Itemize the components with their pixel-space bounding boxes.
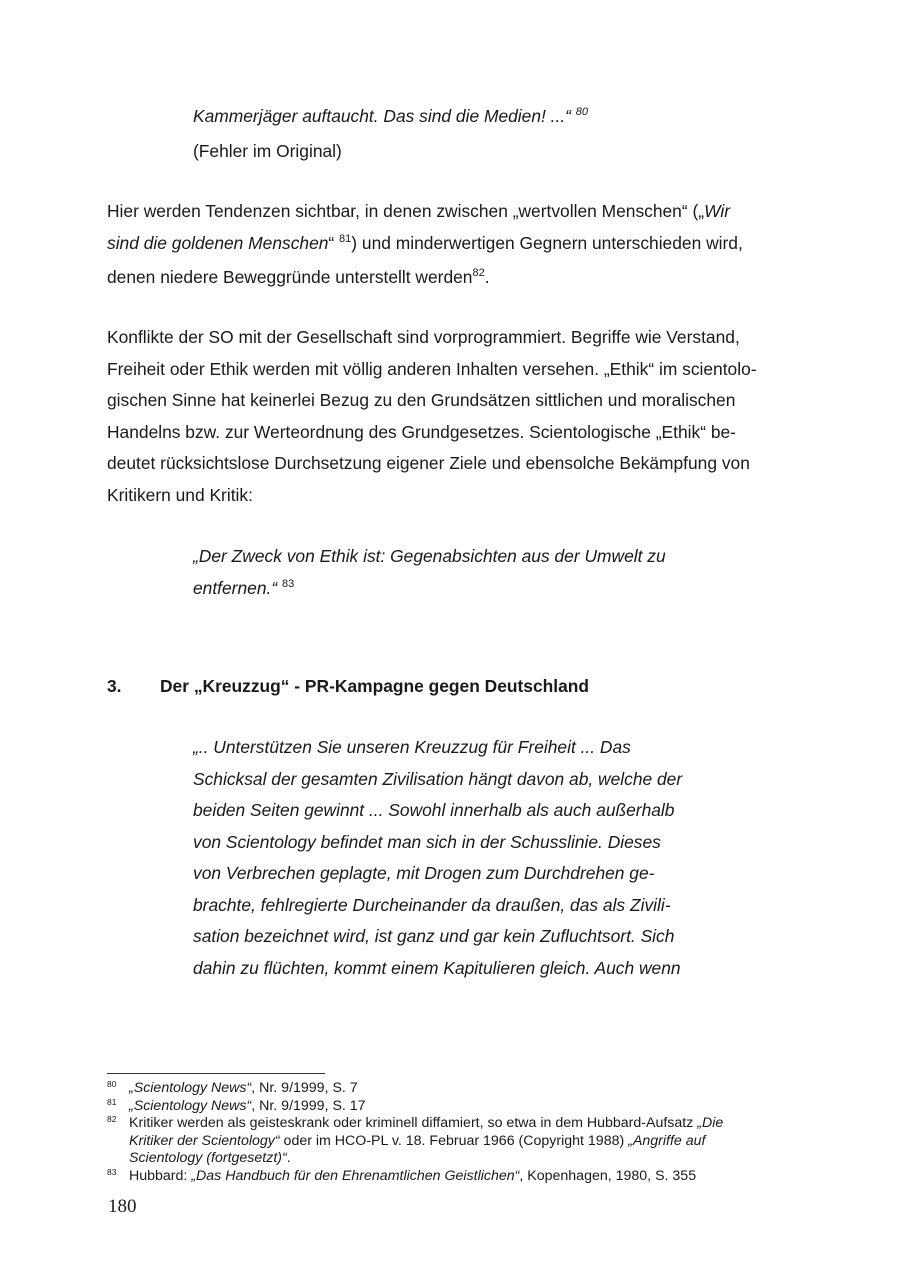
footnote-ref-82[interactable]: 82 [472, 267, 485, 279]
quote-line [193, 573, 666, 608]
footnotes [107, 1080, 723, 1186]
footnote-line [129, 1115, 723, 1133]
footnote-title: „Angriffe auf [628, 1132, 706, 1149]
paragraph-line [107, 262, 743, 297]
quote-line: brachte, fehlregierte Durcheinander da draußen, das als Zivili- [193, 894, 671, 915]
text-span-italic: sind die goldenen Menschen [107, 232, 329, 253]
footnote-82 [107, 1115, 723, 1168]
footnote-80 [107, 1080, 723, 1098]
quote-line: beiden Seiten gewinnt ... Sowohl innerhalb als auch außerhalb [193, 800, 675, 820]
paragraph-line [107, 228, 743, 263]
quote-text: Kammerjäger auftaucht. Das sind die Medien! ...“ [193, 106, 571, 126]
paragraph-line [107, 196, 743, 228]
paragraph-line: Freiheit oder Ethik werden mit völlig anderen Inhalten versehen. „Ethik“ im scientolo- [107, 358, 757, 379]
text-span-italic: Wir [704, 201, 730, 221]
quote-line: dahin zu flüchten, kommt einem Kapitulieren gleich. Auch wenn [193, 957, 681, 978]
paragraph-line: Handelns bzw. zur Werteordnung des Grundgesetzes. Scientologische „Ethik“ be- [107, 421, 736, 442]
footnote-text: oder im HCO-PL v. 18. Februar 1966 (Copyright 1988) [279, 1132, 629, 1149]
footnote-number: 81 [107, 1096, 117, 1107]
footnote-text: , Kopenhagen, 1980, S. 355 [519, 1167, 697, 1184]
footnote-number: 82 [107, 1114, 117, 1125]
footnote-title: „Das Handbuch für den Ehrenamtlichen Geistlichen“ [191, 1167, 520, 1184]
paragraph-line: deutet rücksichtslose Durchsetzung eigener Ziele und ebensolche Bekämpfung von [107, 453, 750, 473]
paragraph-konflikte [107, 322, 757, 511]
paragraph-line: Konflikte der SO mit der Gesellschaft sind vorprogrammiert. Begriffe wie Verstand, [107, 327, 740, 347]
section-title: Der „Kreuzzug“ - PR-Kampagne gegen Deutschland [160, 676, 590, 696]
paragraph-line: gischen Sinne hat keinerlei Bezug zu den Grundsätzen sittlichen und moralischen [107, 390, 736, 410]
footnote-ref-83[interactable]: 83 [281, 577, 295, 590]
quote-fehler-block [193, 101, 588, 167]
quote-line: von Verbrechen geplagte, mit Drogen zum Durchdrehen ge- [193, 863, 655, 883]
quote-note: (Fehler im Original) [193, 140, 342, 161]
footnote-81 [107, 1098, 723, 1116]
quote-line: „Der Zweck von Ethik ist: Gegenabsichten aus der Umwelt zu [193, 546, 666, 566]
footnote-text: . [286, 1150, 291, 1167]
quote-line: sation bezeichnet wird, ist ganz und gar kein Zufluchtsort. Sich [193, 926, 675, 946]
quote-line: „.. Unterstützen Sie unseren Kreuzzug für Freiheit ... Das [193, 737, 631, 757]
section-number: 3. [107, 676, 122, 696]
footnote-ref-81[interactable]: 81 [339, 232, 352, 245]
text-span: ) und minderwertigen Gegnern unterschieden wird, [351, 232, 743, 253]
footnote-title: „Die [697, 1115, 724, 1132]
footnote-separator [107, 1073, 325, 1074]
section-heading [107, 672, 589, 700]
footnote-text: , Nr. 9/1999, S. 7 [251, 1080, 358, 1096]
footnote-text: , Nr. 9/1999, S. 17 [251, 1097, 366, 1114]
footnote-title: Scientology (fortgesetzt)“ [129, 1150, 287, 1167]
quote-line: von Scientology befindet man sich in der Schusslinie. Dieses [193, 831, 661, 852]
footnote-line [129, 1133, 723, 1151]
text-span: denen niedere Beweggründe unterstellt werden [107, 267, 473, 287]
footnote-number: 80 [107, 1079, 117, 1089]
footnote-title: Kritiker der Scientology“ [129, 1132, 280, 1149]
footnote-ref-80[interactable]: 80 [575, 106, 589, 118]
footnote-text: Kritiker werden als geisteskrank oder kriminell diffamiert, so etwa in dem Hubbard-Aufsatz [129, 1115, 698, 1132]
paragraph-line: Kritikern und Kritik: [107, 484, 253, 505]
footnote-title: „Scientology News“ [129, 1080, 252, 1096]
quote-line: Schicksal der gesamten Zivilisation hängt davon ab, welche der [193, 768, 683, 789]
text-span: “ [328, 232, 340, 253]
paragraph-tendenzen [107, 196, 743, 297]
footnote-text: Hubbard: [129, 1167, 192, 1184]
quote-line [193, 101, 588, 136]
quote-kreuzzug [193, 732, 682, 984]
quote-text: entfernen.“ [193, 577, 278, 598]
footnote-line [129, 1150, 723, 1168]
footnote-title: „Scientology News“ [129, 1097, 252, 1114]
footnote-83 [107, 1168, 723, 1186]
quote-ethik [193, 541, 666, 607]
page-number: 180 [108, 1196, 137, 1217]
text-span: . [484, 267, 490, 287]
footnote-number: 83 [107, 1166, 117, 1177]
text-span: Hier werden Tendenzen sichtbar, in denen zwischen „wertvollen Menschen“ („ [107, 201, 705, 221]
